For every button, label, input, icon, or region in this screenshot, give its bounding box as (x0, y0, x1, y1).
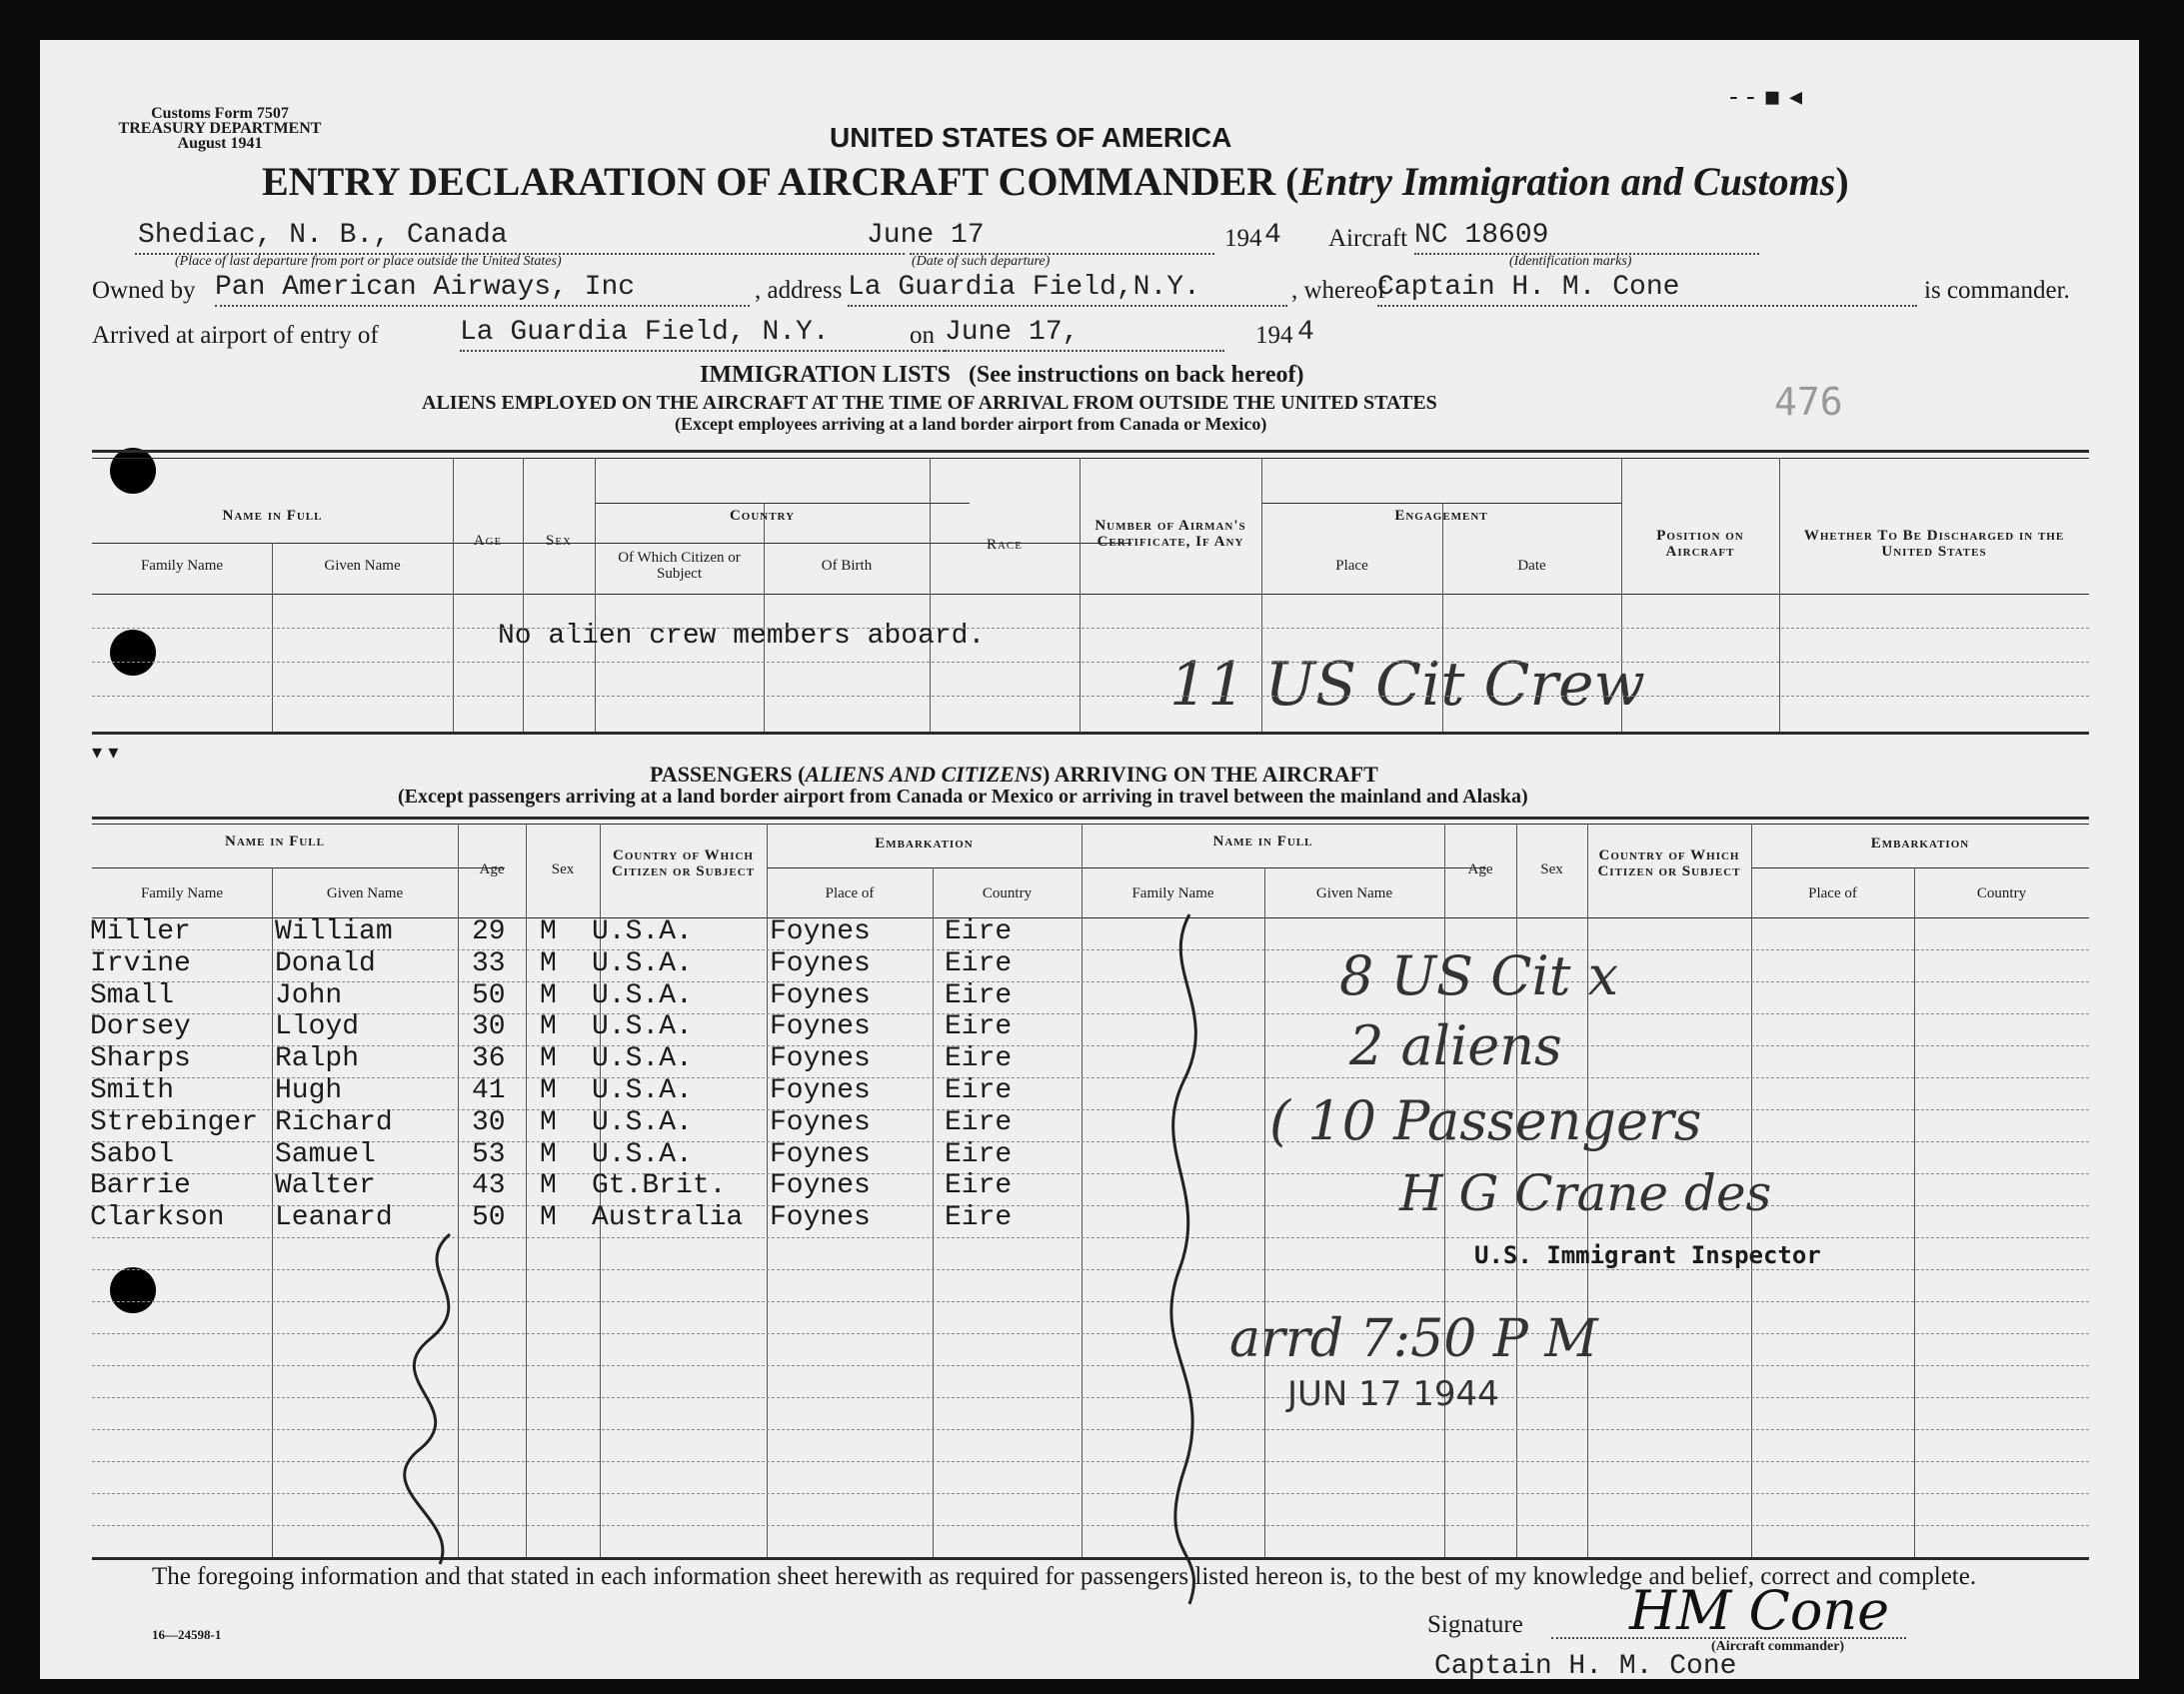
passenger-place: Foynes (770, 1170, 871, 1202)
aircraft-id-caption: (Identification marks) (1509, 254, 1632, 269)
pass-name-header: Name in Full (224, 834, 325, 849)
commander: Captain H. M. Cone (1377, 272, 1680, 303)
passenger-country: Eire (945, 947, 1013, 979)
passenger-family: Sabol (90, 1138, 175, 1170)
form-sheet (40, 40, 2139, 1682)
passenger-country: Eire (945, 1011, 1013, 1043)
certification-text: The foregoing information and that stated in each information sheet herewith as required for passengers listed hereon is, to the best of my knowledge and belief, correct and complete. (152, 1563, 1977, 1590)
stamp-number: 476 (1774, 380, 1843, 424)
passenger-sex: M (540, 1170, 557, 1202)
crew-country-header: Country (729, 508, 796, 524)
wavy-line-middle (1149, 909, 1229, 1609)
arrival-date: June 17, (945, 317, 1080, 348)
passenger-country: Eire (945, 1202, 1013, 1234)
passenger-family: Barrie (90, 1170, 191, 1202)
crew-family-header: Family Name (140, 558, 224, 574)
year-prefix-2: 194 (1255, 322, 1293, 349)
passenger-country: Eire (945, 979, 1013, 1011)
form-date: August 1941 (177, 135, 263, 152)
departure-date: June 17 (867, 220, 985, 251)
commander-signature: HM Cone (1629, 1579, 1890, 1642)
passenger-citizen: U.S.A. (592, 1043, 693, 1075)
passenger-given: Samuel (275, 1138, 376, 1170)
pass-family-header-2: Family Name (1131, 885, 1214, 901)
handwritten-crew-count: 8 US Cit x (1339, 944, 1619, 1007)
punch-hole (110, 630, 156, 676)
departure-place-caption: (Place of last departure from port or place outside the United States) (175, 254, 562, 269)
passenger-place: Foynes (770, 947, 871, 979)
passenger-citizen: U.S.A. (592, 1138, 693, 1170)
departure-place: Shediac, N. B., Canada (138, 220, 508, 251)
passenger-place: Foynes (770, 1138, 871, 1170)
passengers-note: (Except passengers arriving at a land border airport from Canada or Mexico or arriving in travel between the mainland and Alaska) (398, 786, 1528, 808)
punch-hole (110, 1267, 156, 1313)
crew-engagement-header: Engagement (1394, 508, 1488, 524)
pass-age-header-2: Age (1467, 861, 1493, 877)
passenger-given: Richard (275, 1106, 393, 1138)
crew-given-header: Given Name (324, 558, 401, 574)
passenger-given: Leanard (275, 1202, 393, 1234)
crew-race-header: Race (986, 537, 1023, 553)
arrival-airport: La Guardia Field, N.Y. (460, 317, 830, 348)
passenger-citizen: U.S.A. (592, 947, 693, 979)
passenger-sex: M (540, 1075, 557, 1106)
passenger-family: Sharps (90, 1043, 191, 1075)
aircraft-label: Aircraft (1328, 225, 1408, 252)
passenger-place: Foynes (770, 1075, 871, 1106)
passenger-age: 30 (472, 1011, 506, 1043)
year-prefix-1: 194 (1224, 225, 1262, 252)
form-id-block (90, 106, 350, 151)
signature-label: Signature (1427, 1611, 1523, 1638)
form-title: ENTRY DECLARATION OF AIRCRAFT COMMANDER (Entry Immigration and Customs) (262, 159, 1849, 204)
owner-address: La Guardia Field,N.Y. (848, 272, 1200, 303)
pass-country-header: Country of Which Citizen or Subject (611, 847, 756, 879)
immigration-heading: IMMIGRATION LISTS (See instructions on back hereof) (700, 362, 1304, 388)
date-stamp: JUN 17 1944 (1287, 1374, 1499, 1414)
passenger-sex: M (540, 1202, 557, 1234)
passenger-given: William (275, 916, 393, 947)
passenger-given: Ralph (275, 1043, 360, 1075)
passenger-age: 29 (472, 916, 506, 947)
passenger-age: 36 (472, 1043, 506, 1075)
pass-place-header: Place of (825, 885, 875, 901)
department: TREASURY DEPARTMENT (118, 120, 322, 137)
passenger-sex: M (540, 979, 557, 1011)
passenger-given: Lloyd (275, 1011, 360, 1043)
aliens-note: (Except employees arriving at a land border airport from Canada or Mexico) (675, 414, 1267, 434)
passenger-place: Foynes (770, 916, 871, 947)
crew-sex-header: Sex (545, 533, 572, 549)
pass-name-header-2: Name in Full (1212, 834, 1313, 849)
wavy-line-left (390, 1229, 490, 1569)
passenger-citizen: U.S.A. (592, 916, 693, 947)
form-number: Customs Form 7507 (151, 105, 289, 122)
passenger-age: 30 (472, 1106, 506, 1138)
passenger-country: Eire (945, 1170, 1013, 1202)
is-commander-label: is commander. (1924, 277, 2070, 304)
passenger-age: 43 (472, 1170, 506, 1202)
crew-citizen-header: Of Which Citizen or Subject (618, 550, 741, 582)
passenger-citizen: Australia (592, 1202, 744, 1234)
passenger-citizen: U.S.A. (592, 1106, 693, 1138)
pass-embark-country-header: Country (982, 885, 1033, 901)
crew-place-header: Place (1335, 558, 1368, 574)
passenger-sex: M (540, 947, 557, 979)
crew-age-header: Age (473, 533, 503, 549)
passenger-sex: M (540, 916, 557, 947)
handwritten-inspector-signature: H G Crane des (1399, 1164, 1772, 1222)
pass-sex-header-2: Sex (1540, 861, 1563, 877)
address-label: , address (755, 277, 843, 304)
passenger-family: Clarkson (90, 1202, 225, 1234)
passenger-sex: M (540, 1011, 557, 1043)
passenger-age: 50 (472, 1202, 506, 1234)
passenger-place: Foynes (770, 1011, 871, 1043)
passenger-age: 53 (472, 1138, 506, 1170)
passenger-age: 50 (472, 979, 506, 1011)
pass-place-header-2: Place of (1808, 885, 1857, 901)
passenger-age: 33 (472, 947, 506, 979)
aircraft-id: NC 18609 (1414, 220, 1549, 251)
passenger-country: Eire (945, 1075, 1013, 1106)
signature-caption: (Aircraft commander) (1711, 1639, 1845, 1654)
passenger-family: Small (90, 979, 175, 1011)
arrived-label: Arrived at airport of entry of (92, 322, 379, 349)
handwritten-arrival-time: arrd 7:50 P M (1229, 1309, 1598, 1369)
print-code: 16—24598-1 (152, 1627, 222, 1642)
passenger-age: 41 (472, 1075, 506, 1106)
passenger-family: Strebinger (90, 1106, 259, 1138)
pass-embark-country-header-2: Country (1976, 885, 2027, 901)
arrow-marker: ▾ ▾ (92, 740, 119, 764)
passenger-sex: M (540, 1138, 557, 1170)
passenger-family: Irvine (90, 947, 191, 979)
pass-given-header: Given Name (326, 885, 404, 901)
passenger-given: Donald (275, 947, 376, 979)
passenger-citizen: Gt.Brit. (592, 1170, 727, 1202)
crew-position-header: Position on Aircraft (1656, 528, 1744, 560)
handwritten-passengers: ( 10 Passengers (1269, 1089, 1702, 1152)
pass-age-header: Age (479, 861, 505, 877)
passengers-heading: PASSENGERS (ALIENS AND CITIZENS) ARRIVING ON THE AIRCRAFT (650, 762, 1378, 787)
passenger-family: Miller (90, 916, 191, 947)
inspector-title: U.S. Immigrant Inspector (1474, 1241, 1821, 1269)
year-suffix-2: 4 (1297, 317, 1314, 348)
crew-handwritten-note: 11 US Cit Crew (1169, 650, 1645, 720)
crew-birth-header: Of Birth (821, 558, 873, 574)
commander-name: Captain H. M. Cone (1434, 1651, 1737, 1682)
crew-date-header: Date (1517, 558, 1546, 574)
pass-family-header: Family Name (140, 885, 224, 901)
passenger-family: Dorsey (90, 1011, 191, 1043)
pass-sex-header: Sex (551, 861, 575, 877)
pass-country-header-2: Country of Which Citizen or Subject (1597, 847, 1741, 879)
handwritten-aliens: 2 aliens (1349, 1014, 1562, 1077)
crew-discharge-header: Whether To Be Discharged in the United States (1803, 528, 2065, 560)
crew-cert-header: Number of Airman's Certificate, If Any (1094, 518, 1246, 550)
passenger-citizen: U.S.A. (592, 1075, 693, 1106)
passenger-sex: M (540, 1106, 557, 1138)
punch-hole (110, 448, 156, 494)
passenger-place: Foynes (770, 979, 871, 1011)
aliens-heading: ALIENS EMPLOYED ON THE AIRCRAFT AT THE TIME OF ARRIVAL FROM OUTSIDE THE UNITED STATES (422, 392, 1437, 414)
country-title: UNITED STATES OF AMERICA (830, 122, 1232, 153)
pass-embark-header: Embarkation (875, 836, 974, 851)
pass-given-header-2: Given Name (1315, 885, 1393, 901)
passenger-place: Foynes (770, 1202, 871, 1234)
whereof-label: , whereof (1291, 277, 1386, 304)
passenger-family: Smith (90, 1075, 175, 1106)
passenger-country: Eire (945, 1043, 1013, 1075)
passenger-country: Eire (945, 916, 1013, 947)
passenger-sex: M (540, 1043, 557, 1075)
passenger-citizen: U.S.A. (592, 1011, 693, 1043)
passenger-given: Hugh (275, 1075, 343, 1106)
crew-note: No alien crew members aboard. (498, 621, 986, 652)
pass-embark-header-2: Embarkation (1870, 836, 1970, 851)
passenger-given: Walter (275, 1170, 376, 1202)
on-label: on (910, 322, 935, 349)
year-suffix-1: 4 (1264, 220, 1281, 251)
passenger-country: Eire (945, 1138, 1013, 1170)
owned-by-label: Owned by (92, 277, 196, 304)
departure-date-caption: (Date of such departure) (912, 254, 1051, 269)
passenger-country: Eire (945, 1106, 1013, 1138)
owner: Pan American Airways, Inc (215, 272, 636, 303)
passenger-place: Foynes (770, 1106, 871, 1138)
passenger-citizen: U.S.A. (592, 979, 693, 1011)
corner-mark: - - ▪ ◂ (1729, 82, 1803, 112)
crew-name-header: Name in Full (222, 508, 323, 524)
passenger-place: Foynes (770, 1043, 871, 1075)
passenger-given: John (275, 979, 343, 1011)
